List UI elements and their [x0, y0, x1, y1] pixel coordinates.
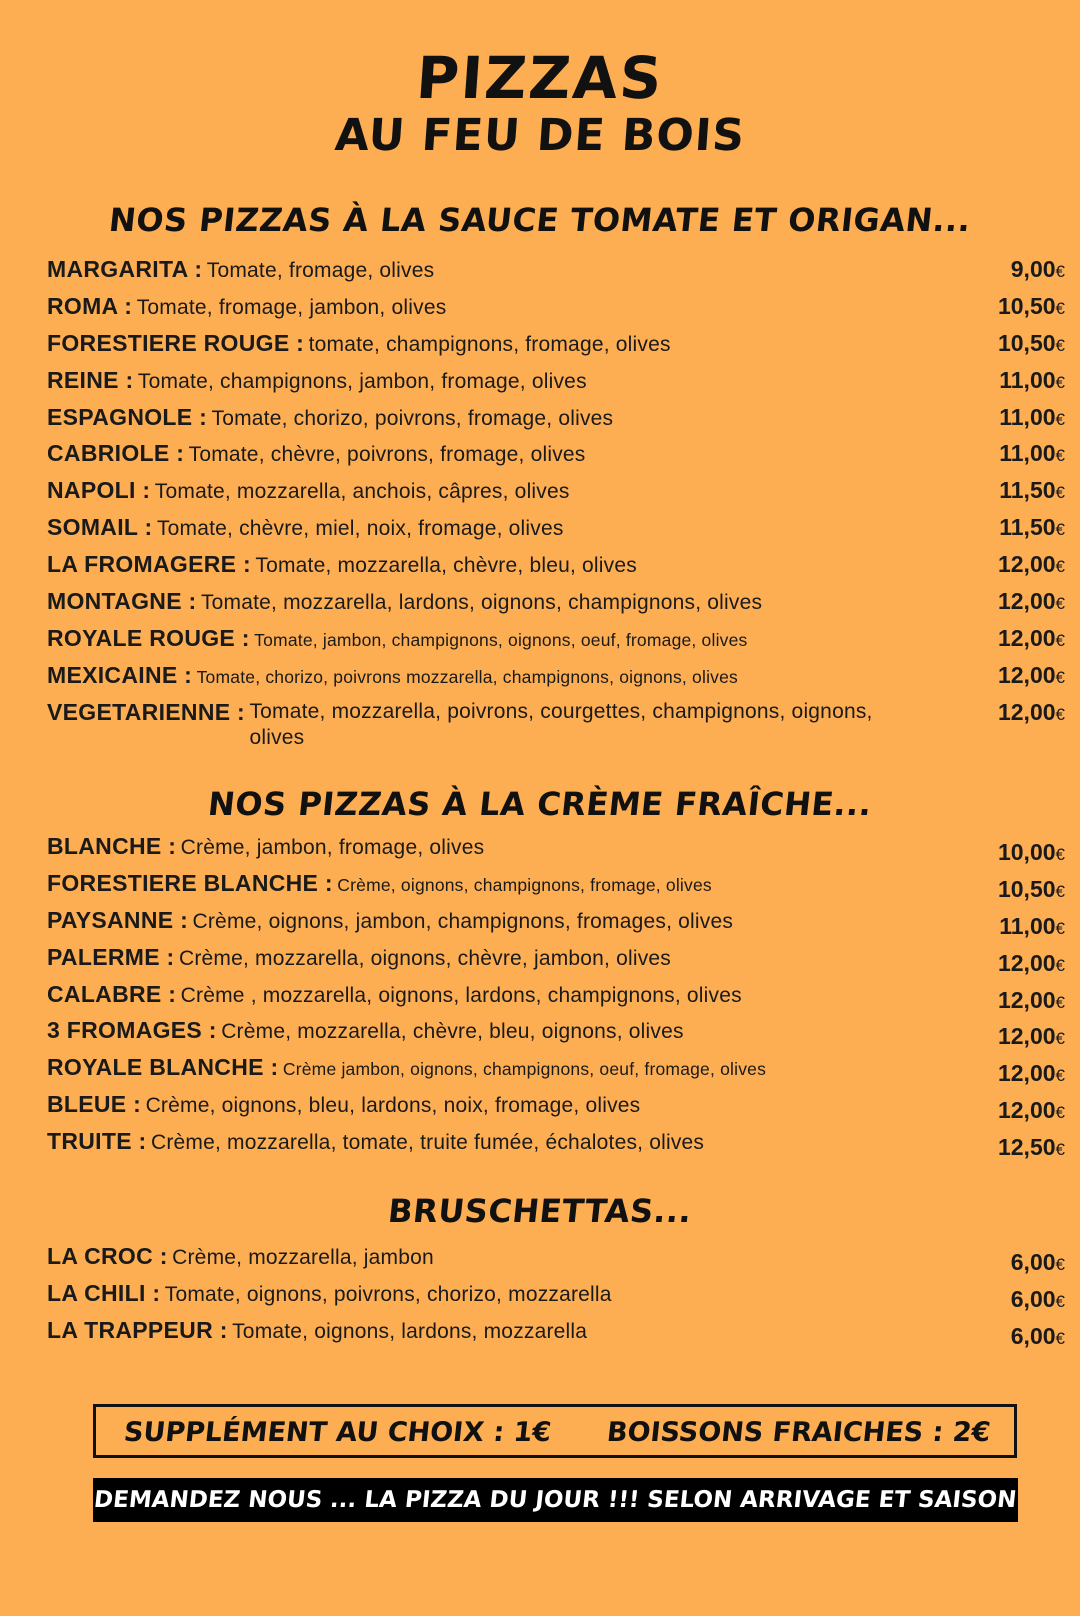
menu-item [47, 256, 1065, 293]
item-name: LA CHILI : [47, 1279, 161, 1306]
menu-item [47, 293, 1065, 330]
section-heading-creme: NOS PIZZAS À LA CRÈME FRAÎCHE... [206, 785, 874, 823]
menu-item [47, 907, 1065, 944]
menu-item [47, 404, 1065, 441]
item-name: CABRIOLE : [47, 440, 185, 467]
item-price: 11,00€ [999, 403, 1065, 430]
item-name: FORESTIERE BLANCHE : [47, 869, 333, 896]
menu-subtitle: AU FEU DE BOIS [333, 110, 747, 161]
item-price: 10,50€ [997, 329, 1065, 356]
item-description: Tomate, chorizo, poivrons mozzarella, champignons, oignons, olives [196, 666, 738, 687]
item-description: Tomate, oignons, poivrons, chorizo, mozzarella [164, 1282, 612, 1306]
item-name: 3 FROMAGES : [47, 1017, 217, 1044]
item-name: LA FROMAGERE : [47, 551, 251, 578]
item-description: Tomate, jambon, champignons, oignons, oeuf, fromage, olives [254, 629, 748, 650]
drinks-text: BOISSONS FRAICHES : 2€ [605, 1417, 992, 1448]
item-price: 12,00€ [997, 1060, 1065, 1087]
menu-item [47, 477, 1065, 514]
item-price: 12,00€ [997, 1097, 1065, 1124]
item-description: Crème jambon, oignons, champignons, oeuf, fromage, olives [282, 1059, 767, 1080]
menu-item [47, 625, 1065, 662]
item-description: Crème, oignons, champignons, fromage, olives [337, 874, 712, 895]
item-price: 11,50€ [999, 514, 1065, 541]
item-price: 11,00€ [999, 912, 1065, 939]
menu-item [47, 944, 1065, 981]
item-name: MARGARITA : [47, 256, 203, 282]
item-description: Tomate, oignons, lardons, mozzarella [232, 1319, 588, 1343]
menu-item [47, 1243, 1065, 1280]
item-name: ROYALE BLANCHE : [47, 1054, 279, 1081]
menu-item [47, 440, 1065, 477]
menu-title: PIZZAS [414, 44, 666, 112]
tomate-pizza-list [47, 256, 1065, 759]
item-name: ESPAGNOLE : [47, 403, 208, 430]
item-price: 12,00€ [997, 986, 1065, 1013]
item-description: Tomate, fromage, jambon, olives [136, 295, 447, 319]
item-name: FORESTIERE ROUGE : [47, 329, 305, 356]
item-description: Tomate, mozzarella, chèvre, bleu, olives [255, 554, 637, 578]
menu-item [47, 1054, 1065, 1091]
bruschetta-list [47, 1243, 1065, 1354]
item-name: LA CROC : [47, 1243, 168, 1269]
item-description: Crème, oignons, bleu, lardons, noix, fromage, olives [145, 1094, 641, 1118]
item-price: 6,00€ [1010, 1285, 1065, 1312]
menu-item [47, 330, 1065, 367]
item-price: 10,00€ [997, 839, 1065, 865]
menu-item [47, 699, 1065, 759]
menu-item [47, 981, 1065, 1018]
item-description: Crème, mozzarella, oignons, chèvre, jambon, olives [178, 946, 671, 970]
item-price: 10,50€ [997, 875, 1065, 902]
item-name: TRUITE : [47, 1128, 147, 1155]
section-heading-tomate: NOS PIZZAS À LA SAUCE TOMATE ET ORIGAN... [107, 201, 973, 239]
item-price: 12,00€ [997, 588, 1065, 615]
item-name: BLEUE : [47, 1091, 142, 1118]
item-price: 6,00€ [1010, 1322, 1065, 1349]
menu-item [47, 662, 1065, 699]
item-price: 11,00€ [999, 440, 1065, 467]
item-price: 12,00€ [997, 661, 1065, 688]
item-description: Crème, jambon, fromage, olives [180, 836, 485, 859]
item-name: NAPOLI : [47, 477, 151, 504]
item-description: Tomate, mozzarella, poivrons, courgettes, champignons, oignons, olives [249, 699, 873, 749]
item-description: Tomate, mozzarella, anchois, câpres, olives [154, 480, 570, 504]
menu-item [47, 1317, 1065, 1354]
item-description: Crème, mozzarella, tomate, truite fumée, échalotes, olives [150, 1131, 705, 1155]
item-description: Tomate, champignons, jambon, fromage, olives [137, 369, 587, 393]
item-description: Tomate, chorizo, poivrons, fromage, olives [211, 406, 614, 430]
item-name: CALABRE : [47, 980, 177, 1007]
item-name: PALERME : [47, 943, 175, 970]
item-price: 12,00€ [997, 698, 1065, 725]
item-description: Crème, oignons, jambon, champignons, fromages, olives [192, 909, 734, 933]
item-description: Crème, mozzarella, chèvre, bleu, oignons, olives [221, 1020, 684, 1044]
menu-item [47, 833, 1065, 870]
menu-item [47, 1017, 1065, 1054]
supplement-box [93, 1404, 1017, 1458]
item-name: ROYALE ROUGE : [47, 624, 250, 651]
menu-item [47, 1128, 1065, 1165]
supplement-text: SUPPLÉMENT AU CHOIX : 1€ [122, 1417, 553, 1448]
item-price: 11,00€ [999, 366, 1065, 393]
item-name: BLANCHE : [47, 833, 177, 859]
menu-item [47, 1280, 1065, 1317]
item-name: VEGETARIENNE : [47, 698, 246, 725]
item-name: SOMAIL : [47, 514, 153, 541]
item-price: 11,50€ [999, 477, 1065, 504]
item-description: Tomate, chèvre, miel, noix, fromage, olives [156, 517, 564, 541]
creme-pizza-list [47, 833, 1065, 1165]
item-name: MONTAGNE : [47, 588, 197, 615]
item-name: LA TRAPPEUR : [47, 1316, 228, 1343]
item-name: MEXICAINE : [47, 661, 193, 688]
item-name: REINE : [47, 366, 134, 393]
item-description: Tomate, chèvre, poivrons, fromage, olives [188, 443, 586, 467]
menu-item [47, 870, 1065, 907]
item-description: Tomate, mozzarella, lardons, oignons, champignons, olives [200, 591, 763, 615]
banner-text: DEMANDEZ NOUS ... LA PIZZA DU JOUR !!! SELON ARRIVAGE ET SAISON [92, 1487, 1019, 1513]
item-description: Crème , mozzarella, oignons, lardons, champignons, olives [180, 983, 742, 1007]
menu-item [47, 1091, 1065, 1128]
item-description: Tomate, fromage, olives [206, 259, 435, 282]
section-heading-bruschettas: BRUSCHETTAS... [386, 1192, 694, 1230]
item-price: 12,50€ [997, 1134, 1065, 1161]
item-name: ROMA : [47, 292, 133, 319]
item-price: 6,00€ [1010, 1249, 1065, 1275]
menu-item [47, 588, 1065, 625]
item-price: 12,00€ [997, 1023, 1065, 1050]
item-name: PAYSANNE : [47, 906, 189, 933]
item-price: 12,00€ [997, 551, 1065, 578]
menu-item [47, 514, 1065, 551]
item-price: 12,00€ [997, 949, 1065, 976]
pizza-du-jour-banner [93, 1478, 1018, 1522]
item-price: 9,00€ [1010, 256, 1065, 282]
item-price: 12,00€ [997, 624, 1065, 651]
menu-item [47, 367, 1065, 404]
menu-item [47, 551, 1065, 588]
item-description: Crème, mozzarella, jambon [172, 1246, 434, 1269]
item-price: 10,50€ [997, 292, 1065, 319]
item-description: tomate, champignons, fromage, olives [308, 332, 671, 356]
